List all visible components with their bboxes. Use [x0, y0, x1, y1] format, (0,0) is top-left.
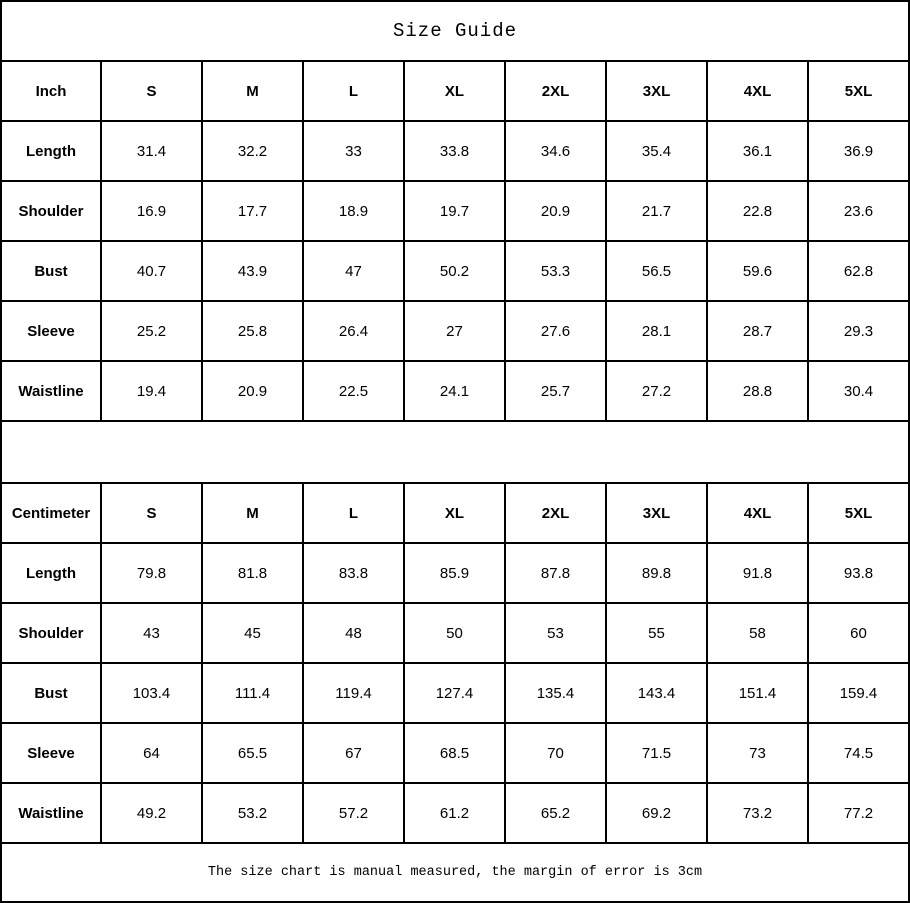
measurement-value: 20.9 — [505, 181, 606, 241]
measurement-value: 62.8 — [808, 241, 909, 301]
size-header-cell: L — [303, 483, 404, 543]
measurement-value: 40.7 — [101, 241, 202, 301]
size-header-cell: 4XL — [707, 483, 808, 543]
measurement-row — [1, 543, 909, 603]
size-header-cell: S — [101, 61, 202, 121]
measurement-value: 59.6 — [707, 241, 808, 301]
measurement-value: 24.1 — [404, 361, 505, 421]
measurement-label: Length — [1, 121, 101, 181]
measurement-value: 20.9 — [202, 361, 303, 421]
measurement-value: 111.4 — [202, 663, 303, 723]
measurement-value: 29.3 — [808, 301, 909, 361]
measurement-value: 43 — [101, 603, 202, 663]
measurement-value: 30.4 — [808, 361, 909, 421]
unit-header-cell: Centimeter — [1, 483, 101, 543]
measurement-row — [1, 121, 909, 181]
measurement-value: 53.2 — [202, 783, 303, 843]
measurement-value: 25.8 — [202, 301, 303, 361]
size-header-cell: 5XL — [808, 483, 909, 543]
measurement-value: 83.8 — [303, 543, 404, 603]
measurement-value: 27.2 — [606, 361, 707, 421]
size-header-cell: 4XL — [707, 61, 808, 121]
measurement-value: 27.6 — [505, 301, 606, 361]
measurement-value: 21.7 — [606, 181, 707, 241]
measurement-value: 151.4 — [707, 663, 808, 723]
measurement-value: 91.8 — [707, 543, 808, 603]
measurement-value: 28.7 — [707, 301, 808, 361]
measurement-value: 135.4 — [505, 663, 606, 723]
measurement-row — [1, 181, 909, 241]
size-header-cell: S — [101, 483, 202, 543]
measurement-value: 74.5 — [808, 723, 909, 783]
measurement-value: 77.2 — [808, 783, 909, 843]
measurement-value: 89.8 — [606, 543, 707, 603]
measurement-value: 70 — [505, 723, 606, 783]
size-header-cell: M — [202, 61, 303, 121]
measurement-value: 43.9 — [202, 241, 303, 301]
measurement-value: 67 — [303, 723, 404, 783]
measurement-value: 22.5 — [303, 361, 404, 421]
size-header-cell: 5XL — [808, 61, 909, 121]
size-header-cell: XL — [404, 61, 505, 121]
spacer-row — [1, 421, 909, 483]
measurement-value: 23.6 — [808, 181, 909, 241]
measurement-value: 18.9 — [303, 181, 404, 241]
size-header-cell: 3XL — [606, 61, 707, 121]
measurement-value: 28.8 — [707, 361, 808, 421]
measurement-label: Waistline — [1, 783, 101, 843]
measurement-value: 33 — [303, 121, 404, 181]
measurement-row — [1, 241, 909, 301]
measurement-value: 19.7 — [404, 181, 505, 241]
measurement-value: 36.9 — [808, 121, 909, 181]
measurement-value: 69.2 — [606, 783, 707, 843]
measurement-value: 56.5 — [606, 241, 707, 301]
measurement-value: 73 — [707, 723, 808, 783]
spacer-cell — [1, 421, 909, 483]
measurement-label: Waistline — [1, 361, 101, 421]
measurement-value: 87.8 — [505, 543, 606, 603]
measurement-label: Length — [1, 543, 101, 603]
measurement-label: Shoulder — [1, 181, 101, 241]
measurement-value: 103.4 — [101, 663, 202, 723]
measurement-value: 36.1 — [707, 121, 808, 181]
size-header-cell: XL — [404, 483, 505, 543]
measurement-row — [1, 301, 909, 361]
footer-row — [1, 843, 909, 902]
size-header-cell: 3XL — [606, 483, 707, 543]
measurement-value: 16.9 — [101, 181, 202, 241]
size-header-cell: 2XL — [505, 483, 606, 543]
measurement-value: 45 — [202, 603, 303, 663]
measurement-value: 143.4 — [606, 663, 707, 723]
size-header-cell: 2XL — [505, 61, 606, 121]
measurement-label: Bust — [1, 241, 101, 301]
page-title: Size Guide — [1, 1, 909, 61]
measurement-value: 26.4 — [303, 301, 404, 361]
measurement-label: Shoulder — [1, 603, 101, 663]
measurement-value: 93.8 — [808, 543, 909, 603]
size-header-row — [1, 483, 909, 543]
measurement-value: 65.2 — [505, 783, 606, 843]
measurement-value: 58 — [707, 603, 808, 663]
measurement-value: 65.5 — [202, 723, 303, 783]
measurement-value: 81.8 — [202, 543, 303, 603]
measurement-value: 60 — [808, 603, 909, 663]
title-row — [1, 1, 909, 61]
measurement-value: 68.5 — [404, 723, 505, 783]
measurement-value: 25.7 — [505, 361, 606, 421]
measurement-value: 17.7 — [202, 181, 303, 241]
measurement-value: 55 — [606, 603, 707, 663]
measurement-value: 53.3 — [505, 241, 606, 301]
measurement-value: 22.8 — [707, 181, 808, 241]
measurement-value: 47 — [303, 241, 404, 301]
size-header-cell: M — [202, 483, 303, 543]
unit-header-cell: Inch — [1, 61, 101, 121]
measurement-value: 79.8 — [101, 543, 202, 603]
measurement-value: 19.4 — [101, 361, 202, 421]
measurement-label: Sleeve — [1, 301, 101, 361]
size-header-cell: L — [303, 61, 404, 121]
measurement-value: 25.2 — [101, 301, 202, 361]
measurement-value: 31.4 — [101, 121, 202, 181]
measurement-value: 119.4 — [303, 663, 404, 723]
measurement-row — [1, 723, 909, 783]
measurement-value: 35.4 — [606, 121, 707, 181]
measurement-value: 73.2 — [707, 783, 808, 843]
measurement-value: 71.5 — [606, 723, 707, 783]
measurement-value: 159.4 — [808, 663, 909, 723]
measurement-value: 32.2 — [202, 121, 303, 181]
measurement-value: 50 — [404, 603, 505, 663]
measurement-value: 50.2 — [404, 241, 505, 301]
measurement-row — [1, 663, 909, 723]
measurement-value: 127.4 — [404, 663, 505, 723]
measurement-value: 27 — [404, 301, 505, 361]
measurement-value: 57.2 — [303, 783, 404, 843]
measurement-value: 48 — [303, 603, 404, 663]
measurement-row — [1, 603, 909, 663]
measurement-value: 85.9 — [404, 543, 505, 603]
measurement-value: 64 — [101, 723, 202, 783]
measurement-row — [1, 361, 909, 421]
measurement-value: 34.6 — [505, 121, 606, 181]
measurement-value: 28.1 — [606, 301, 707, 361]
measurement-value: 49.2 — [101, 783, 202, 843]
measurement-row — [1, 783, 909, 843]
measurement-value: 61.2 — [404, 783, 505, 843]
footer-note: The size chart is manual measured, the margin of error is 3cm — [1, 843, 909, 902]
measurement-label: Sleeve — [1, 723, 101, 783]
measurement-value: 33.8 — [404, 121, 505, 181]
measurement-label: Bust — [1, 663, 101, 723]
measurement-value: 53 — [505, 603, 606, 663]
size-header-row — [1, 61, 909, 121]
